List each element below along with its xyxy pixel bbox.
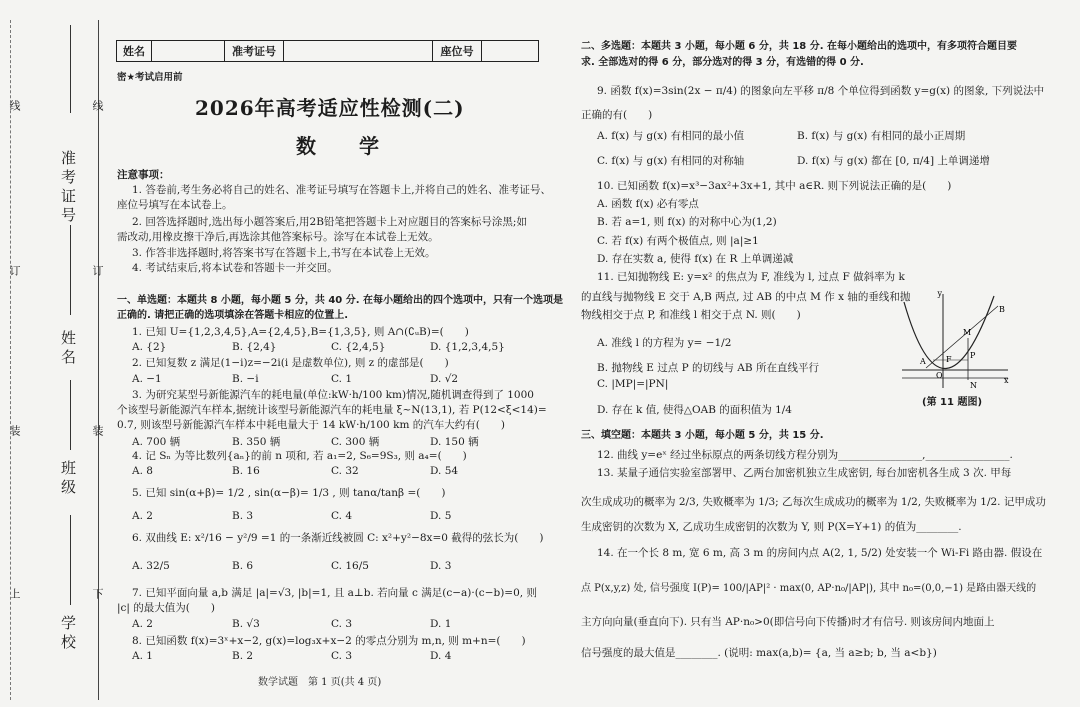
notice-item: 4. 考试结束后,将本试卷和答题卡一并交回。 (132, 262, 338, 274)
question-1: 1. 已知 U={1,2,3,4,5},A={2,4,5},B={1,3,5}, 则 A∩(∁ᵤB)=( ) (132, 326, 469, 338)
staple-mark: 订 (91, 265, 104, 276)
label-b: B (999, 305, 1005, 314)
notice-item: 1. 答卷前,考生务必将自己的姓名、准考证号填写在答题卡上,并将自己的姓名、准考证号、 (132, 184, 552, 196)
q10-option-c[interactable]: C. 若 f(x) 有两个极值点, 则 |a|≥1 (597, 235, 759, 247)
q2-option-c[interactable]: C. 1 (331, 373, 353, 385)
label-o: O (936, 371, 943, 380)
question-3: 0.7, 则该型号新能源汽车样本中耗电量大于 14 kW·h/100 km 的汽车大约有( ) (117, 419, 505, 431)
field-underline (70, 225, 71, 315)
name-label: 姓名 (59, 330, 77, 368)
parabola-figure (898, 288, 1010, 392)
label-f: F (946, 355, 952, 364)
question-7: 7. 已知平面向量 a,b 满足 |a|=√3, |b|=1, 且 a⊥b. 若向量 c 满足(c−a)·(c−b)=0, 则 (132, 587, 537, 599)
figure-caption: (第 11 题图) (922, 397, 983, 408)
label-a: A (920, 357, 926, 366)
question-14: 点 P(x,y,z) 处, 信号强度 I(P)= 100/|AP|² · max(0, AP·n₀/|AP|), 其中 n₀=(0,0,−1) 是路由器天线的 (581, 583, 1037, 594)
field-underline (70, 25, 71, 113)
question-3: 个该型号新能源汽车样本,据统计该型号新能源汽车的耗电量 ξ~N(13,1), 若 P(12<ξ<14)= (117, 404, 547, 416)
question-9: 9. 函数 f(x)=3sin(2x − π/4) 的图象向左平移 π/8 个单位得到函数 y=g(x) 的图象, 下列说法中 (597, 85, 1045, 97)
q5-option-c[interactable]: C. 4 (331, 510, 353, 522)
seat-cell[interactable] (482, 41, 538, 61)
q10-option-a[interactable]: A. 函数 f(x) 必有零点 (597, 198, 699, 210)
q10-option-d[interactable]: D. 存在实数 a, 使得 f(x) 在 R 上单调递减 (597, 253, 794, 265)
q9-option-d[interactable]: D. f(x) 与 g(x) 都在 [0, π/4] 上单调递增 (797, 155, 990, 167)
q3-option-b[interactable]: B. 350 辆 (232, 436, 281, 448)
q3-option-c[interactable]: C. 300 辆 (331, 436, 380, 448)
q1-option-d[interactable]: D. {1,2,3,4,5} (430, 341, 505, 353)
q6-option-b[interactable]: B. 6 (232, 560, 254, 572)
line-mark: 线 (91, 100, 104, 111)
q3-option-d[interactable]: D. 150 辆 (430, 436, 479, 448)
question-7: |c| 的最大值为( ) (117, 602, 215, 614)
question-5: 5. 已知 sin(α+β)= 1/2 , sin(α−β)= 1/3 , 则 tanα/tanβ =( ) (132, 487, 446, 499)
question-6: 6. 双曲线 E: x²/16 − y²/9 =1 的一条渐近线被圆 C: x²+y²−8x=0 截得的弦长为( ) (132, 532, 544, 544)
exam-title: 2026年高考适应性检测(二) (195, 96, 465, 120)
q5-option-a[interactable]: A. 2 (132, 510, 153, 522)
section3-heading: 三、填空题：本题共 3 小题，每小题 5 分，共 15 分. (581, 430, 824, 441)
q9-option-c[interactable]: C. f(x) 与 g(x) 有相同的对称轴 (597, 155, 745, 167)
name-cell[interactable] (152, 41, 225, 61)
candidate-info-table (116, 40, 539, 62)
label-p: P (970, 351, 976, 360)
q11-option-a[interactable]: A. 准线 l 的方程为 y= −1/2 (597, 337, 732, 349)
ticket-number-label: 准考证号 (59, 150, 77, 226)
notice-item: 座位号填写在本试卷上。 (117, 199, 233, 211)
q9-option-b[interactable]: B. f(x) 与 g(x) 有相同的最小正周期 (797, 130, 966, 142)
q4-option-a[interactable]: A. 8 (132, 465, 153, 477)
bottom-mark: 下 (91, 588, 104, 599)
q8-option-a[interactable]: A. 1 (132, 650, 153, 662)
q1-option-b[interactable]: B. {2,4} (232, 341, 277, 353)
question-3: 3. 为研究某型号新能源汽车的耗电量(单位:kW·h/100 km)情况,随机调查得到了 1000 (132, 389, 534, 401)
field-underline (70, 380, 71, 450)
q7-option-d[interactable]: D. 1 (430, 618, 452, 630)
q2-option-d[interactable]: D. √2 (430, 373, 459, 385)
question-14: 主方向向量(垂直向下). 只有当 AP·n₀>0(即信号向下传播)时才有信号. 则该房间内地面上 (581, 616, 995, 628)
secret-note: 密★考试启用前 (117, 72, 183, 83)
school-label: 学校 (59, 615, 77, 653)
question-2: 2. 已知复数 z 满足(1−i)z=−2i(i 是虚数单位), 则 z 的虚部是( ) (132, 357, 449, 369)
q8-option-b[interactable]: B. 2 (232, 650, 254, 662)
q8-option-d[interactable]: D. 4 (430, 650, 452, 662)
q7-option-b[interactable]: B. √3 (232, 618, 260, 630)
seat-cell-label: 座位号 (433, 41, 482, 61)
q2-option-a[interactable]: A. −1 (132, 373, 162, 385)
q9-option-a[interactable]: A. f(x) 与 g(x) 有相同的最小值 (597, 130, 745, 142)
top-mark: 上 (8, 588, 21, 599)
question-13: 次生成成功的概率为 2/3, 失败概率为 1/3; 乙每次生成成功的概率为 1/2, 失败概率为 1/2. 记甲成功 (581, 496, 1046, 508)
ticket-cell[interactable] (284, 41, 433, 61)
subject-title: 数 学 (296, 134, 397, 158)
question-13: 生成密钥的次数为 X, 乙成功生成密钥的次数为 Y, 则 P(X=Y+1) 的值为________. (581, 521, 962, 533)
line-mark: 线 (8, 100, 21, 111)
q6-option-a[interactable]: A. 32/5 (132, 560, 170, 572)
question-13: 13. 某量子通信实验室部署甲、乙两台加密机独立生成密钥, 每台加密机各生成 3 次. 甲每 (597, 467, 1012, 479)
q4-option-d[interactable]: D. 54 (430, 465, 459, 477)
q6-option-c[interactable]: C. 16/5 (331, 560, 369, 572)
question-11: 物线相交于点 P, 和准线 l 相交于点 N. 则( ) (581, 309, 801, 321)
question-12: 12. 曲线 y=eˣ 经过坐标原点的两条切线方程分别为________________,________________. (597, 449, 1013, 461)
q11-option-b[interactable]: B. 抛物线 E 过点 P 的切线与 AB 所在直线平行 (597, 362, 819, 374)
cut-line (10, 20, 11, 700)
label-y: y (937, 289, 942, 298)
binding-mark: 装 (8, 425, 21, 436)
q5-option-d[interactable]: D. 5 (430, 510, 452, 522)
q7-option-a[interactable]: A. 2 (132, 618, 153, 630)
q3-option-a[interactable]: A. 700 辆 (132, 436, 181, 448)
question-14: 信号强度的最大值是________. (说明: max(a,b)= {a, 当 a≥b; b, 当 a<b}) (581, 647, 937, 659)
notice-heading: 注意事项： (117, 169, 170, 181)
q11-option-c[interactable]: C. |MP|=|PN| (597, 378, 669, 390)
section1-heading: 正确的. 请把正确的选项填涂在答题卡相应的位置上. (117, 310, 349, 321)
question-14: 14. 在一个长 8 m, 宽 6 m, 高 3 m 的房间内点 A(2, 1, 5/2) 处安装一个 Wi-Fi 路由器. 假设在 (597, 547, 1043, 559)
q11-option-d[interactable]: D. 存在 k 值, 使得△OAB 的面积值为 1/4 (597, 404, 792, 416)
ticket-cell-label: 准考证号 (225, 41, 284, 61)
q7-option-c[interactable]: C. 3 (331, 618, 353, 630)
label-n: N (970, 381, 977, 390)
notice-item: 3. 作答非选择题时,将答案书写在答题卡上,书写在本试卷上无效。 (132, 247, 436, 259)
question-10: 10. 已知函数 f(x)=x³−3ax²+3x+1, 其中 a∈R. 则下列说法正确的是( ) (597, 180, 952, 192)
section2-heading: 二、多选题：本题共 3 小题，每小题 6 分，共 18 分. 在每小题给出的选项中，有多项符合题目要 (581, 41, 1018, 52)
notice-item: 2. 回答选择题时,选出每小题答案后,用2B铅笔把答题卡上对应题目的答案标号涂黑;如 (132, 216, 527, 228)
binding-mark: 装 (91, 425, 104, 436)
q4-option-b[interactable]: B. 16 (232, 465, 260, 477)
q8-option-c[interactable]: C. 3 (331, 650, 353, 662)
question-11: 的直线与抛物线 E 交于 A,B 两点, 过 AB 的中点 M 作 x 轴的垂线和抛 (581, 291, 911, 303)
q1-option-c[interactable]: C. {2,4,5} (331, 341, 386, 353)
notice-item: 需改动,用橡皮擦干净后,再选涂其他答案标号。涂写在本试卷上无效。 (117, 231, 439, 243)
question-4: 4. 记 Sₙ 为等比数列{aₙ}的前 n 项和, 若 a₁=2, S₆=9S₃, 则 a₄=( ) (132, 450, 467, 462)
name-cell-label: 姓名 (117, 41, 152, 61)
staple-mark: 订 (8, 265, 21, 276)
q6-option-d[interactable]: D. 3 (430, 560, 452, 572)
question-8: 8. 已知函数 f(x)=3ˣ+x−2, g(x)=log₃x+x−2 的零点分别为 m,n, 则 m+n=( ) (132, 635, 526, 647)
question-9: 正确的有( ) (581, 109, 653, 121)
label-m: M (963, 328, 972, 337)
q10-option-b[interactable]: B. 若 a=1, 则 f(x) 的对称中心为(1,2) (597, 216, 777, 228)
section1-heading: 一、单选题：本题共 8 小题，每小题 5 分，共 40 分. 在每小题给出的四个选项中，只有一个选项是 (117, 295, 564, 306)
class-label: 班级 (59, 460, 77, 498)
section2-heading: 求. 全部选对的得 6 分，部分选对的得 3 分，有选错的得 0 分. (581, 57, 864, 68)
q5-option-b[interactable]: B. 3 (232, 510, 254, 522)
q2-option-b[interactable]: B. −i (232, 373, 259, 385)
field-underline (70, 515, 71, 605)
label-x: x (1004, 376, 1009, 385)
question-11: 11. 已知抛物线 E: y=x² 的焦点为 F, 准线为 l, 过点 F 做斜率为 k (597, 271, 905, 283)
q4-option-c[interactable]: C. 32 (331, 465, 359, 477)
q1-option-a[interactable]: A. {2} (132, 341, 167, 353)
page-footer: 数学试题 第 1 页(共 4 页) (258, 677, 382, 688)
